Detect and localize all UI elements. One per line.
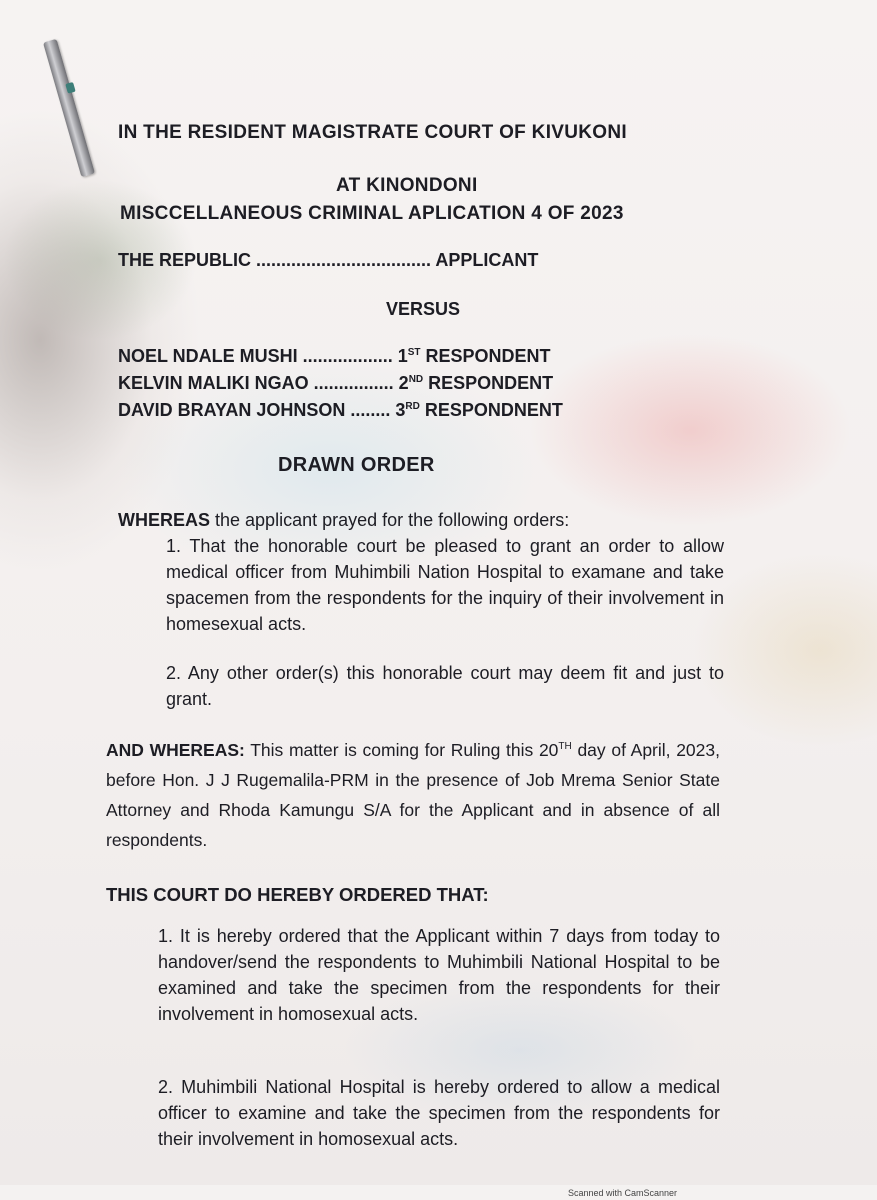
- applicant-line: THE REPUBLIC ................................... APPLICANT: [118, 250, 539, 270]
- prayer-2: 2. Any other order(s) this honorable court may deem fit and just to grant.: [166, 663, 724, 709]
- order-2: 2. Muhimbili National Hospital is hereby ordered to allow a medical officer to examine and take the specimen from the respondents for their involvement in homosexual acts.: [158, 1077, 720, 1149]
- respondent-2: KELVIN MALIKI NGAO ................ 2ND RESPONDENT: [118, 373, 554, 393]
- respondent-1: NOEL NDALE MUSHI .................. 1ST RESPONDENT: [118, 346, 551, 366]
- whereas-intro: WHEREAS the applicant prayed for the following orders:: [118, 510, 570, 530]
- scanner-watermark: Scanned with CamScanner: [568, 1188, 678, 1198]
- and-whereas-paragraph: AND WHEREAS: This matter is coming for Ruling this 20TH day of April, 2023, before Hon. J J Rugemalila-PRM in the presence of Job Mrema Senior State Attorney and Rhoda Kamungu S/A for the Applicant and in absence of all respondents.: [106, 740, 720, 850]
- respondent-3: DAVID BRAYAN JOHNSON ........ 3RD RESPONDNENT: [118, 400, 563, 420]
- staple-icon: [43, 39, 95, 177]
- versus-label: VERSUS: [386, 299, 461, 319]
- court-name: IN THE RESIDENT MAGISTRATE COURT OF KIVUKONI: [118, 122, 627, 143]
- court-location: AT KINONDONI: [336, 175, 478, 196]
- document-title: DRAWN ORDER: [278, 454, 435, 476]
- order-heading: THIS COURT DO HEREBY ORDERED THAT:: [106, 884, 489, 905]
- order-1: 1. It is hereby ordered that the Applicant within 7 days from today to handover/send the respondents to Muhimbili National Hospital to be examined and take the specimen from the respondents for their involvement in homosexual acts.: [158, 926, 720, 1024]
- case-number: MISCCELLANEOUS CRIMINAL APLICATION 4 OF 2023: [120, 203, 624, 224]
- prayer-1: 1. That the honorable court be pleased to grant an order to allow medical officer from Muhimbili Nation Hospital to examane and take spacemen from the respondents for the inquiry of their involvement in homesexual acts.: [166, 536, 724, 634]
